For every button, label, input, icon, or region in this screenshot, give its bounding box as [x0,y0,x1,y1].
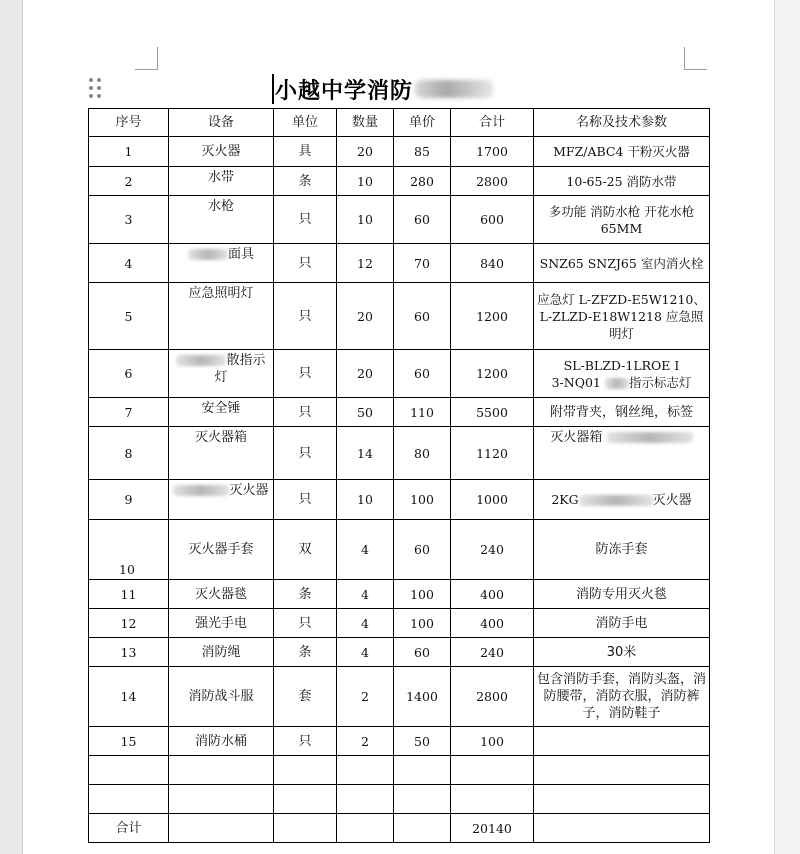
row-number: 14 [89,667,169,727]
device-cell [169,350,274,398]
redacted-text [579,495,653,506]
price-cell: 60 [394,350,451,398]
qty-cell: 4 [337,580,394,609]
header-cell: 序号 [89,109,169,137]
device-cell-text: 面具 [227,247,254,262]
device-cell: 灭火器 [169,137,274,167]
empty-row [89,756,710,785]
spec-cell: 包含消防手套，消防头盔，消防腰带，消防衣服，消防裤子，消防鞋子 [534,667,710,727]
empty-row [89,785,710,814]
margin-corner-mark-right [684,47,707,70]
table-row [89,580,710,609]
vertical-scrollbar[interactable] [774,0,800,854]
unit-cell: 只 [274,398,337,427]
row-number: 4 [89,244,169,283]
spec-cell: 30米 [534,638,710,667]
qty-cell: 4 [337,520,394,580]
unit-cell: 只 [274,427,337,480]
table-row [89,244,710,283]
device-cell-text: 灭火器 [229,483,269,498]
total-cell: 1000 [451,480,534,520]
spec-cell: 附带背夹，钢丝绳，标签 [534,398,710,427]
spec-line: SL-BLZD-1LROE I [563,357,680,373]
row-number: 12 [89,609,169,638]
qty-cell: 4 [337,609,394,638]
table-row [89,609,710,638]
total-cell: 1120 [451,427,534,480]
text-cursor [272,74,274,104]
header-cell: 数量 [337,109,394,137]
spec-cell: 防冻手套 [534,520,710,580]
qty-cell: 14 [337,427,394,480]
table-row [89,727,710,756]
row-number: 2 [89,167,169,196]
spec-cell: SNZ65 SNZJ65 室内消火栓 [534,244,710,283]
device-cell [169,244,274,283]
qty-cell: 20 [337,350,394,398]
row-number: 5 [89,283,169,350]
price-cell: 85 [394,137,451,167]
device-cell: 消防绳 [169,638,274,667]
row-number: 1 [89,137,169,167]
unit-cell: 双 [274,520,337,580]
spec-cell [534,480,710,520]
total-cell: 240 [451,638,534,667]
spec-cell: 应急灯 L-ZFZD-E5W1210、L-ZLZD-E18W1218 应急照明灯 [534,283,710,350]
header-cell: 单价 [394,109,451,137]
table-row [89,283,710,350]
device-cell: 水枪 [169,196,274,244]
table-row [89,667,710,727]
row-number: 13 [89,638,169,667]
redacted-title-text [415,80,493,98]
qty-cell: 2 [337,667,394,727]
qty-cell: 12 [337,244,394,283]
table-row [89,167,710,196]
device-cell: 安全锤 [169,398,274,427]
device-cell: 灭火器毯 [169,580,274,609]
device-cell: 消防水桶 [169,727,274,756]
unit-cell: 套 [274,667,337,727]
title-line[interactable] [272,72,493,106]
table-row [89,196,710,244]
equipment-table [88,108,710,843]
row-number: 6 [89,350,169,398]
price-cell: 80 [394,427,451,480]
device-cell [169,480,274,520]
total-cell: 1700 [451,137,534,167]
total-cell: 400 [451,609,534,638]
device-cell: 消防战斗服 [169,667,274,727]
spec-cell: MFZ/ABC4 干粉灭火器 [534,137,710,167]
header-cell: 单位 [274,109,337,137]
price-cell: 60 [394,283,451,350]
qty-cell: 4 [337,638,394,667]
table-row [89,480,710,520]
price-cell: 60 [394,638,451,667]
table-row [89,398,710,427]
spec-cell: 消防专用灭火毯 [534,580,710,609]
price-cell: 60 [394,196,451,244]
redacted-text [607,432,693,443]
total-cell: 1200 [451,350,534,398]
row-number: 8 [89,427,169,480]
total-cell: 2800 [451,667,534,727]
footer-label: 合计 [89,814,169,843]
qty-cell: 10 [337,196,394,244]
price-cell: 1400 [394,667,451,727]
unit-cell: 条 [274,167,337,196]
row-number: 15 [89,727,169,756]
row-number: 10 [89,520,169,580]
total-cell: 5500 [451,398,534,427]
spec-cell [534,350,710,398]
qty-cell: 10 [337,167,394,196]
spec-cell-text: 灭火器箱 [550,430,603,445]
spec-line: 3-NQ01 [551,374,601,390]
total-cell: 2800 [451,167,534,196]
row-number: 7 [89,398,169,427]
price-cell: 60 [394,520,451,580]
spec-line-end: 指示标志灯 [628,374,692,390]
total-cell: 1200 [451,283,534,350]
device-cell-text: 散指示灯 [214,353,266,385]
table-row [89,427,710,480]
spec-start: 2KG [551,491,579,507]
qty-cell: 50 [337,398,394,427]
price-cell: 70 [394,244,451,283]
spec-end: 灭火器 [652,492,692,508]
spec-cell [534,727,710,756]
unit-cell: 只 [274,350,337,398]
total-cell: 600 [451,196,534,244]
table-move-handle-icon[interactable] [89,78,101,98]
row-number: 9 [89,480,169,520]
qty-cell: 20 [337,137,394,167]
header-cell: 名称及技术参数 [534,109,710,137]
spec-cell: 10-65-25 消防水带 [534,167,710,196]
price-cell: 50 [394,727,451,756]
spec-cell: 消防手电 [534,609,710,638]
price-cell: 100 [394,609,451,638]
margin-corner-mark-left [135,47,158,70]
row-number: 11 [89,580,169,609]
device-cell: 强光手电 [169,609,274,638]
price-cell: 280 [394,167,451,196]
table-row [89,520,710,580]
unit-cell: 具 [274,137,337,167]
unit-cell: 条 [274,580,337,609]
row-number: 3 [89,196,169,244]
grand-total: 20140 [451,814,534,843]
header-cell: 合计 [451,109,534,137]
price-cell: 100 [394,580,451,609]
table-row [89,638,710,667]
price-cell: 100 [394,480,451,520]
spec-cell: 多功能 消防水枪 开花水枪65MM [534,196,710,244]
total-cell: 400 [451,580,534,609]
unit-cell: 只 [274,196,337,244]
device-cell: 应急照明灯 [169,283,274,350]
total-cell: 840 [451,244,534,283]
redacted-text [188,249,228,260]
unit-cell: 只 [274,727,337,756]
qty-cell: 20 [337,283,394,350]
price-cell: 110 [394,398,451,427]
header-cell: 设备 [169,109,274,137]
unit-cell: 只 [274,609,337,638]
device-cell: 灭火器手套 [169,520,274,580]
redacted-text [173,485,229,496]
table-footer-row [89,814,710,843]
unit-cell: 只 [274,480,337,520]
total-cell: 240 [451,520,534,580]
table-row [89,350,710,398]
spec-cell [534,427,710,480]
unit-cell: 只 [274,283,337,350]
device-cell: 水带 [169,167,274,196]
table-header-row [89,109,710,137]
table-row [89,137,710,167]
qty-cell: 2 [337,727,394,756]
redacted-text [605,378,629,389]
unit-cell: 只 [274,244,337,283]
qty-cell: 10 [337,480,394,520]
redacted-text [176,355,226,366]
total-cell: 100 [451,727,534,756]
unit-cell: 条 [274,638,337,667]
page-title: 小越中学消防 [275,78,414,104]
device-cell: 灭火器箱 [169,427,274,480]
